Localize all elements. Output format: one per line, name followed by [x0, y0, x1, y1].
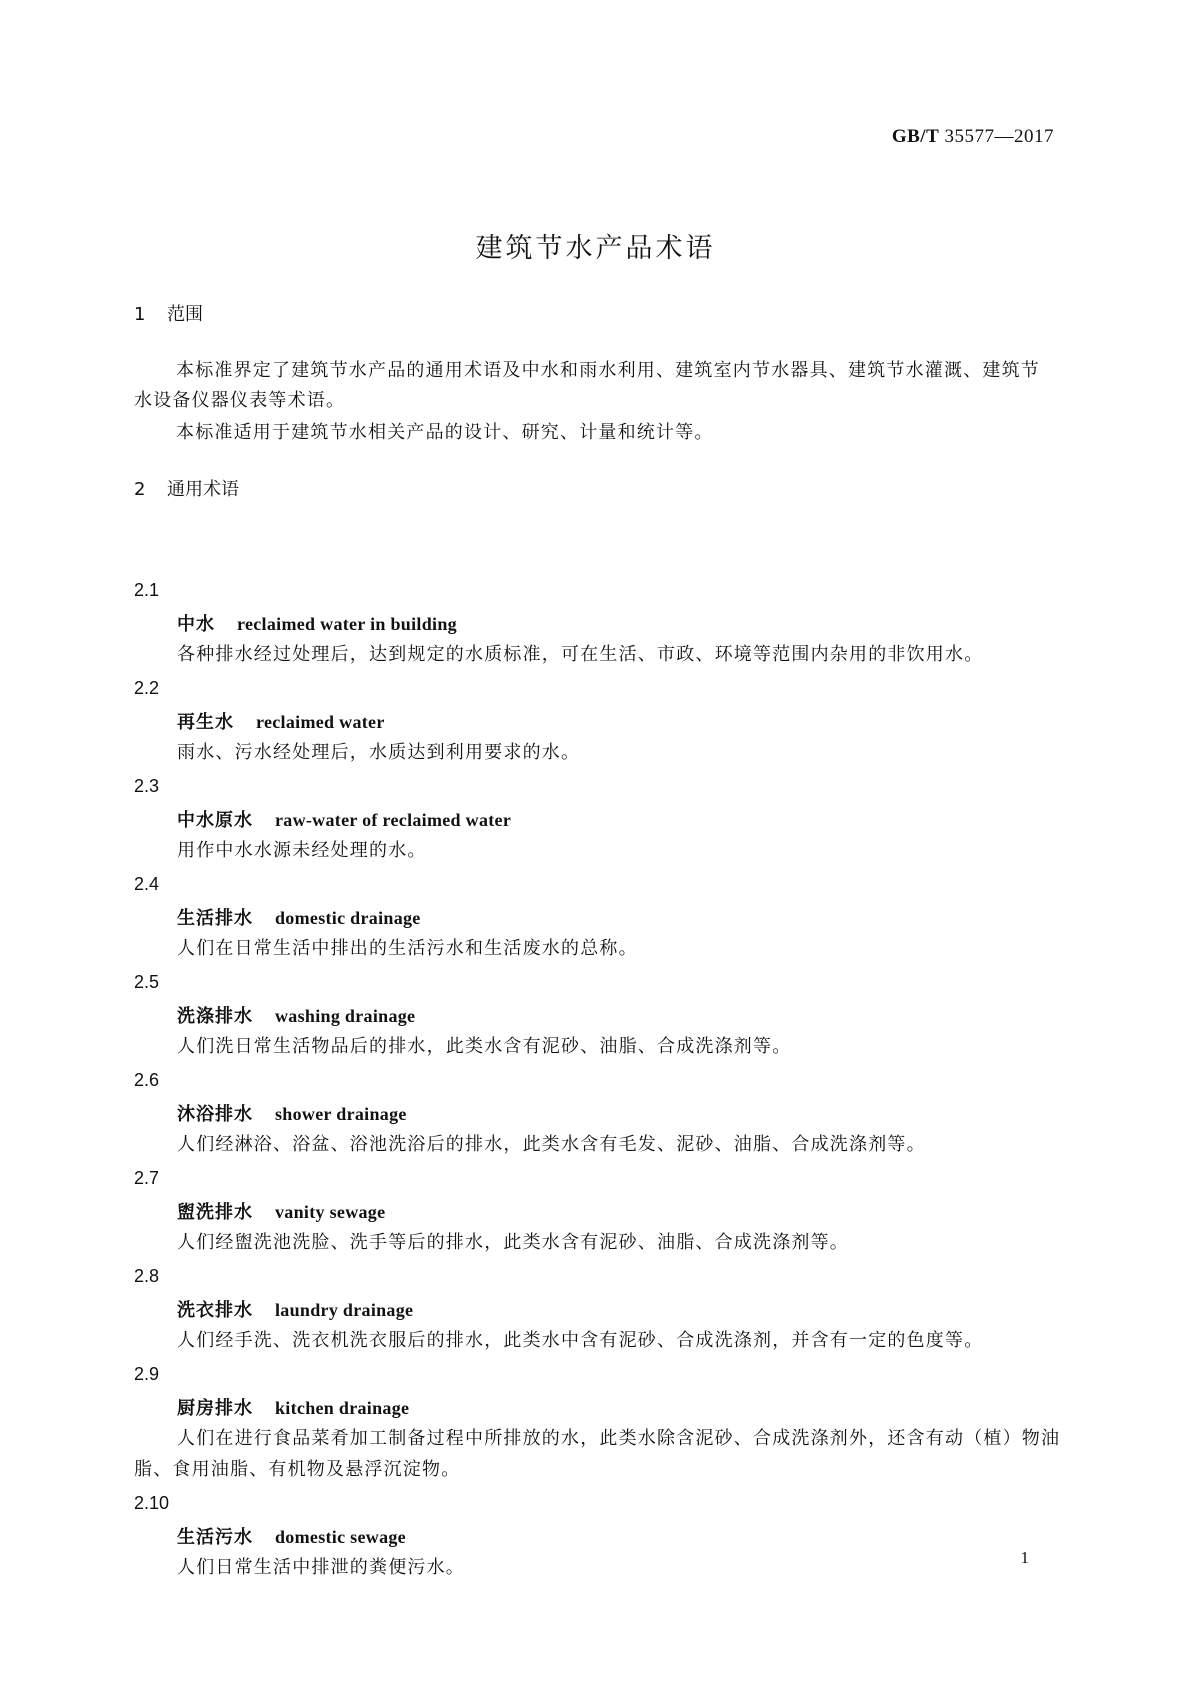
term-english: reclaimed water in building	[237, 614, 457, 634]
term-definition: 用作中水水源未经处理的水。	[177, 840, 427, 861]
term-entry	[134, 964, 1064, 1062]
term-english: raw-water of reclaimed water	[275, 810, 512, 830]
term-heading	[134, 1295, 1064, 1325]
term-chinese: 再生水	[177, 712, 234, 733]
section-number: 2	[134, 479, 146, 500]
term-number: 2.1	[134, 580, 160, 600]
standard-prefix: GB/T	[891, 126, 940, 147]
term-definition: 人们经手洗、洗衣机洗衣服后的排水，此类水中含有泥砂、合成洗涤剂，并含有一定的色度等。	[177, 1330, 984, 1351]
section-number: 1	[134, 304, 146, 325]
term-heading	[134, 609, 1064, 639]
section-title: 范围	[167, 304, 203, 325]
term-chinese: 中水	[177, 614, 215, 635]
term-english: reclaimed water	[256, 712, 385, 732]
term-definition: 各种排水经过处理后，达到规定的水质标准，可在生活、市政、环境等范围内杂用的非饮用水。	[177, 644, 984, 665]
page-number: 1	[1020, 1548, 1029, 1567]
term-definition: 人们日常生活中排泄的粪便污水。	[177, 1557, 465, 1578]
term-chinese: 盥洗排水	[177, 1202, 253, 1223]
term-number: 2.3	[134, 776, 160, 796]
term-entry	[134, 670, 1064, 768]
term-number: 2.10	[134, 1493, 170, 1513]
term-list	[134, 572, 1064, 1583]
term-number: 2.8	[134, 1266, 160, 1286]
term-entry	[134, 1485, 1064, 1583]
term-definition: 雨水、污水经处理后，水质达到利用要求的水。	[177, 742, 581, 763]
term-definition: 人们在日常生活中排出的生活污水和生活废水的总称。	[177, 938, 638, 959]
section-2-heading	[134, 475, 239, 501]
term-chinese: 沐浴排水	[177, 1104, 253, 1125]
term-heading	[134, 707, 1064, 737]
term-english: domestic sewage	[275, 1527, 406, 1547]
term-number: 2.7	[134, 1168, 160, 1188]
term-chinese: 生活污水	[177, 1527, 253, 1548]
term-chinese: 厨房排水	[177, 1398, 253, 1419]
term-definition: 人们经淋浴、浴盆、浴池洗浴后的排水，此类水含有毛发、泥砂、油脂、合成洗涤剂等。	[177, 1134, 926, 1155]
term-entry	[134, 1356, 1064, 1485]
section-1-heading	[134, 300, 203, 326]
term-number: 2.9	[134, 1364, 160, 1384]
term-heading	[134, 903, 1064, 933]
scope-paragraph-1: 本标准界定了建筑节水产品的通用术语及中水和雨水利用、建筑室内节水器具、建筑节水灌溉、建筑节水设备仪器仪表等术语。	[134, 360, 1040, 411]
section-title: 通用术语	[167, 479, 239, 500]
term-chinese: 洗衣排水	[177, 1300, 253, 1321]
document-title: 建筑节水产品术语	[475, 233, 716, 264]
term-entry	[134, 1160, 1064, 1258]
term-number: 2.2	[134, 678, 160, 698]
standard-code: 35577—2017	[944, 126, 1054, 147]
term-definition: 人们经盥洗池洗脸、洗手等后的排水，此类水含有泥砂、油脂、合成洗涤剂等。	[177, 1232, 849, 1253]
standard-number	[892, 126, 1054, 148]
term-english: shower drainage	[275, 1104, 407, 1124]
term-definition: 人们在进行食品菜肴加工制备过程中所排放的水，此类水除含泥砂、合成洗涤剂外，还含有动（植）物油脂、食用油脂、有机物及悬浮沉淀物。	[134, 1428, 1061, 1480]
term-heading	[134, 1001, 1064, 1031]
term-entry	[134, 1258, 1064, 1356]
term-english: laundry drainage	[275, 1300, 414, 1320]
term-heading	[134, 1099, 1064, 1129]
term-heading	[134, 1197, 1064, 1227]
term-entry	[134, 1062, 1064, 1160]
term-definition: 人们洗日常生活物品后的排水，此类水含有泥砂、油脂、合成洗涤剂等。	[177, 1036, 792, 1057]
term-number: 2.6	[134, 1070, 160, 1090]
term-number: 2.4	[134, 874, 160, 894]
term-chinese: 中水原水	[177, 810, 253, 831]
term-heading	[134, 1393, 1064, 1423]
term-heading	[134, 805, 1064, 835]
term-english: vanity sewage	[275, 1202, 386, 1222]
term-number: 2.5	[134, 972, 160, 992]
term-entry	[134, 768, 1064, 866]
term-english: kitchen drainage	[275, 1398, 410, 1418]
term-heading	[134, 1522, 1064, 1552]
term-chinese: 生活排水	[177, 908, 253, 929]
term-english: domestic drainage	[275, 908, 421, 928]
scope-paragraph-2: 本标准适用于建筑节水相关产品的设计、研究、计量和统计等。	[176, 422, 714, 443]
term-entry	[134, 866, 1064, 964]
term-chinese: 洗涤排水	[177, 1006, 253, 1027]
term-entry	[134, 572, 1064, 670]
term-english: washing drainage	[275, 1006, 416, 1026]
